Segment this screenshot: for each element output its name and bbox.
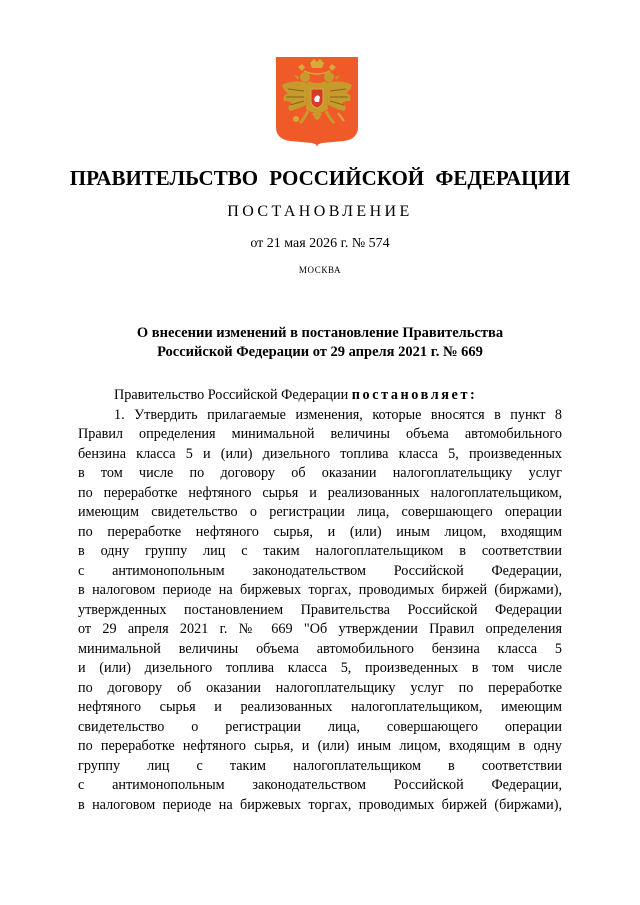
heading-line-2: Российской Федерации от 29 апреля 2021 г. № 669 xyxy=(157,344,483,360)
heading-line-1: О внесении изменений в постановление Правительства xyxy=(136,325,504,341)
body-line: по переработке нефтяного сырья и реализованных налогоплательщиком, xyxy=(78,484,562,501)
document-date-number: от 21 мая 2026 г. № 574 xyxy=(250,236,390,251)
body-line: свидетельство о регистрации лица, совершающего операции xyxy=(78,718,562,735)
government-title: ПРАВИТЕЛЬСТВО РОССИЙСКОЙ ФЕДЕРАЦИИ xyxy=(69,166,571,190)
body-line: от 29 апреля 2021 г. № 669 "Об утверждении Правил определения xyxy=(78,621,562,637)
document-type: ПОСТАНОВЛЕНИЕ xyxy=(227,203,413,220)
body-line: имеющим свидетельство о регистрации лица, совершающего операции xyxy=(78,504,562,520)
preamble xyxy=(78,386,562,406)
body-line: и (или) дизельного топлива класса 5, произведенных в том числе xyxy=(78,660,562,676)
document-body xyxy=(78,386,562,815)
body-line: в том числе по договору об оказании налогоплательщику услуг xyxy=(78,465,562,481)
body-line: в налоговом периоде на биржевых торгах, проводимых биржей (биржами), xyxy=(78,796,562,813)
body-line: группу лиц с таким налогоплательщиком в соответствии xyxy=(78,757,562,774)
body-line: по переработке нефтяного сырья, и (или) иным лицом, входящим в одну xyxy=(78,738,562,754)
body-line: в налоговом периоде на биржевых торгах, проводимых биржей (биржами), xyxy=(78,582,562,598)
body-line: по переработке нефтяного сырья, и (или) иным лицом, входящим xyxy=(78,523,562,540)
body-line: с антимонопольным законодательством Российской Федерации, xyxy=(78,777,562,793)
decree-word: постановляет: xyxy=(351,387,478,403)
coat-of-arms-icon xyxy=(274,55,360,147)
body-line: по договору об оказании налогоплательщику услуг по переработке xyxy=(78,679,562,696)
body-line: утвержденных постановлением Правительства Российской Федерации xyxy=(78,601,562,618)
body-line: Правил определения минимальной величины объема автомобильного xyxy=(78,426,562,442)
document-heading xyxy=(0,324,640,362)
body-line: минимальной величины объема автомобильного бензина класса 5 xyxy=(78,640,562,657)
body-line: в одну группу лиц с таким налогоплательщиком в соответствии xyxy=(78,543,562,559)
body-line: 1. Утвердить прилагаемые изменения, которые вносятся в пункт 8 xyxy=(114,406,562,423)
body-line: с антимонопольным законодательством Российской Федерации, xyxy=(78,562,562,579)
preamble-text: Правительство Российской Федерации xyxy=(114,387,352,403)
body-line: бензина класса 5 и (или) дизельного топлива класса 5, произведенных xyxy=(78,445,562,462)
city-name: МОСКВА xyxy=(298,265,342,275)
body-line: нефтяного сырья и реализованных налогоплательщиком, имеющим xyxy=(78,699,562,715)
